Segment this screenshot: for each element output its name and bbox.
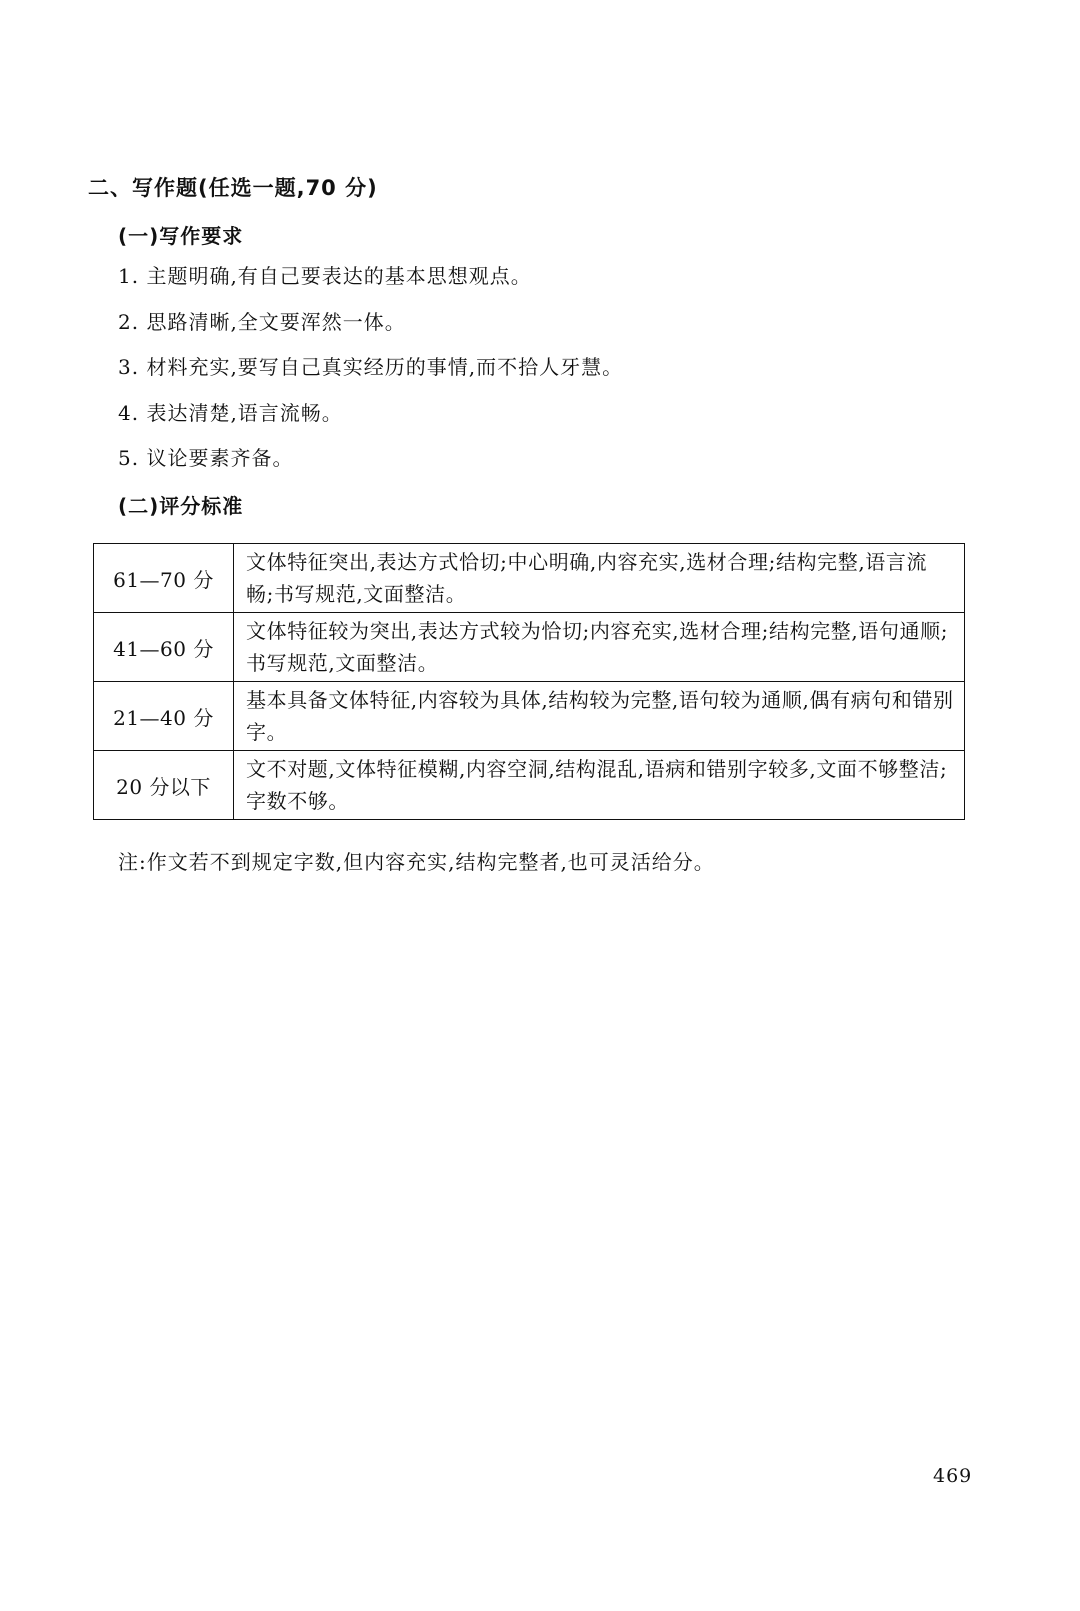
scoring-note: 注:作文若不到规定字数,但内容充实,结构完整者,也可灵活给分。 — [118, 850, 715, 874]
table-row — [94, 613, 965, 682]
requirements-heading: (一)写作要求 — [118, 224, 244, 248]
score-range-cell: 21—40 分 — [94, 682, 234, 751]
requirement-item: 4. 表达清楚,语言流畅。 — [118, 400, 343, 425]
score-range-cell: 41—60 分 — [94, 613, 234, 682]
scoring-heading: (二)评分标准 — [118, 494, 244, 518]
requirements-list — [118, 262, 623, 490]
table-row — [94, 751, 965, 820]
criteria-cell: 文体特征突出,表达方式恰切;中心明确,内容充实,选材合理;结构完整,语言流畅;书写规范,文面整洁。 — [234, 544, 965, 613]
page-number: 469 — [933, 1465, 973, 1487]
criteria-cell: 文体特征较为突出,表达方式较为恰切;内容充实,选材合理;结构完整,语句通顺;书写规范,文面整洁。 — [234, 613, 965, 682]
requirement-item: 2. 思路清晰,全文要浑然一体。 — [118, 309, 406, 334]
section-title: 二、写作题(任选一题,70 分) — [88, 176, 378, 200]
requirement-item: 5. 议论要素齐备。 — [118, 446, 294, 470]
scoring-table — [93, 543, 965, 820]
table-row — [94, 544, 965, 613]
criteria-cell: 文不对题,文体特征模糊,内容空洞,结构混乱,语病和错别字较多,文面不够整洁;字数不够。 — [234, 751, 965, 820]
criteria-cell: 基本具备文体特征,内容较为具体,结构较为完整,语句较为通顺,偶有病句和错别字。 — [234, 682, 965, 751]
score-range-cell: 61—70 分 — [94, 544, 234, 613]
requirement-item: 1. 主题明确,有自己要表达的基本思想观点。 — [118, 264, 532, 288]
score-range-cell: 20 分以下 — [94, 751, 234, 820]
requirement-item: 3. 材料充实,要写自己真实经历的事情,而不拾人牙慧。 — [118, 355, 624, 379]
table-row — [94, 682, 965, 751]
